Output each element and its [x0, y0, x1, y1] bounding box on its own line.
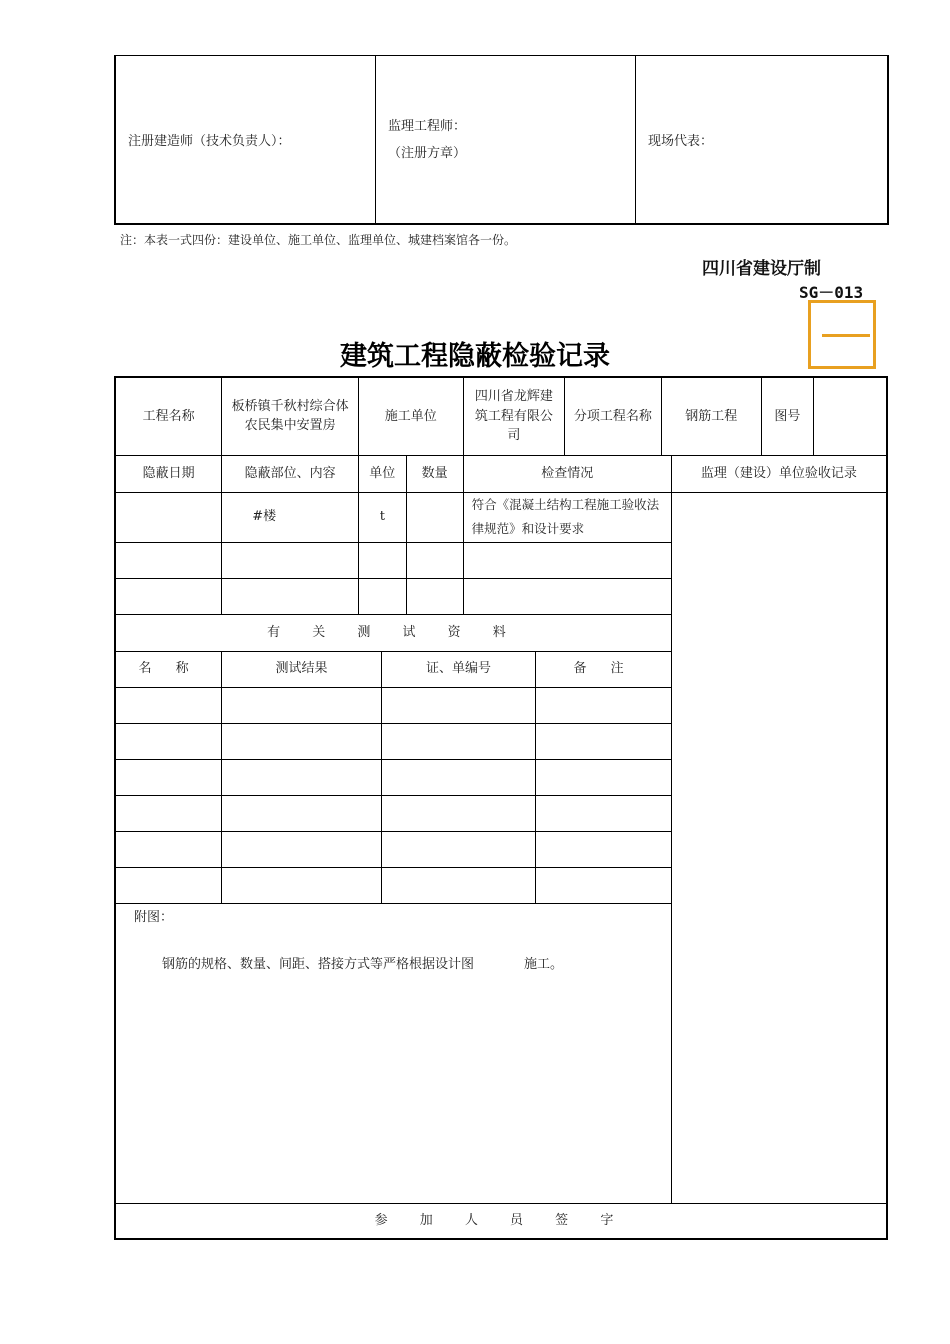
site-rep-label: 现场代表：	[648, 134, 714, 149]
test-cell	[536, 795, 672, 831]
row-location	[222, 578, 359, 614]
test-cell	[381, 687, 535, 723]
test-cell	[222, 759, 382, 795]
row-quantity	[406, 542, 463, 578]
supervisor-label: 监理工程师：	[388, 118, 467, 134]
project-name-label: 工程名称	[115, 377, 222, 455]
signature-table	[114, 55, 889, 225]
table-row	[115, 492, 887, 542]
col-date: 隐蔽日期	[115, 455, 222, 492]
contractor-value: 四川省龙辉建筑工程有限公司	[463, 377, 565, 455]
test-cell	[115, 831, 222, 867]
attachment-cell	[115, 903, 887, 1203]
test-cell	[381, 795, 535, 831]
row-inspection	[463, 578, 671, 614]
supervisor-cell	[376, 56, 636, 225]
test-cell	[536, 687, 672, 723]
participants-label: 参 加 人 员 签 字	[115, 1203, 887, 1239]
test-cell	[115, 759, 222, 795]
engineer-cell	[115, 56, 376, 225]
test-cell	[115, 687, 222, 723]
engineer-label: 注册建造师（技术负责人）：	[128, 134, 291, 149]
contractor-label: 施工单位	[358, 377, 463, 455]
row-date	[115, 578, 222, 614]
project-name-value: 板桥镇千秋村综合体农民集中安置房	[222, 377, 359, 455]
drawing-no-label: 图号	[762, 377, 814, 455]
test-cell	[381, 759, 535, 795]
test-heading: 有 关 测 试 资 料	[115, 614, 671, 651]
test-cell	[536, 831, 672, 867]
test-cell	[115, 795, 222, 831]
test-cell	[115, 867, 222, 903]
inspection-table	[114, 376, 888, 1240]
row-location: #楼	[222, 492, 359, 542]
row-date	[115, 542, 222, 578]
test-col-cert: 证、单编号	[381, 651, 535, 687]
column-header-row	[115, 455, 887, 492]
test-col-name: 名 称	[115, 651, 222, 687]
row-unit	[358, 578, 406, 614]
site-rep-cell	[636, 56, 889, 225]
page-title: 建筑工程隐蔽检验记录	[340, 341, 610, 372]
row-quantity	[406, 578, 463, 614]
participants-row	[115, 1203, 887, 1239]
col-unit: 单位	[358, 455, 406, 492]
test-cell	[222, 867, 382, 903]
row-quantity	[406, 492, 463, 542]
row-date	[115, 492, 222, 542]
col-location: 隐蔽部位、内容	[222, 455, 359, 492]
issuer-label: 四川省建设厅制	[702, 259, 821, 279]
test-cell	[222, 687, 382, 723]
attachment-label: 附图：	[134, 909, 174, 925]
test-cell	[222, 723, 382, 759]
test-col-result: 测试结果	[222, 651, 382, 687]
form-code: SG－013	[799, 283, 864, 302]
row-unit: t	[358, 492, 406, 542]
test-cell	[222, 831, 382, 867]
test-col-remark: 备 注	[536, 651, 672, 687]
test-cell	[536, 867, 672, 903]
attachment-text	[134, 955, 868, 975]
col-acceptance: 监理（建设）单位验收记录	[671, 455, 887, 492]
supervisor-note: （注册方章）	[388, 145, 467, 161]
test-cell	[222, 795, 382, 831]
attachment-row	[115, 903, 887, 1203]
subitem-label: 分项工程名称	[565, 377, 661, 455]
row-unit	[358, 542, 406, 578]
attachment-text-b: 施工。	[524, 957, 564, 972]
test-cell	[115, 723, 222, 759]
test-cell	[536, 723, 672, 759]
test-cell	[381, 723, 535, 759]
attachment-text-a: 钢筋的规格、数量、间距、搭接方式等严格根据设计图	[162, 957, 475, 972]
drawing-no-value	[813, 377, 887, 455]
test-cell	[536, 759, 672, 795]
row-location	[222, 542, 359, 578]
footnote: 注：本表一式四份：建设单位、施工单位、监理单位、城建档案馆各一份。	[120, 233, 517, 247]
col-quantity: 数量	[406, 455, 463, 492]
col-inspection: 检查情况	[463, 455, 671, 492]
row-inspection: 符合《混凝土结构工程施工验收法律规范》和设计要求	[463, 492, 671, 542]
test-cell	[381, 831, 535, 867]
subitem-value: 钢筋工程	[661, 377, 762, 455]
test-cell	[381, 867, 535, 903]
row-inspection	[463, 542, 671, 578]
header-row	[115, 377, 887, 455]
